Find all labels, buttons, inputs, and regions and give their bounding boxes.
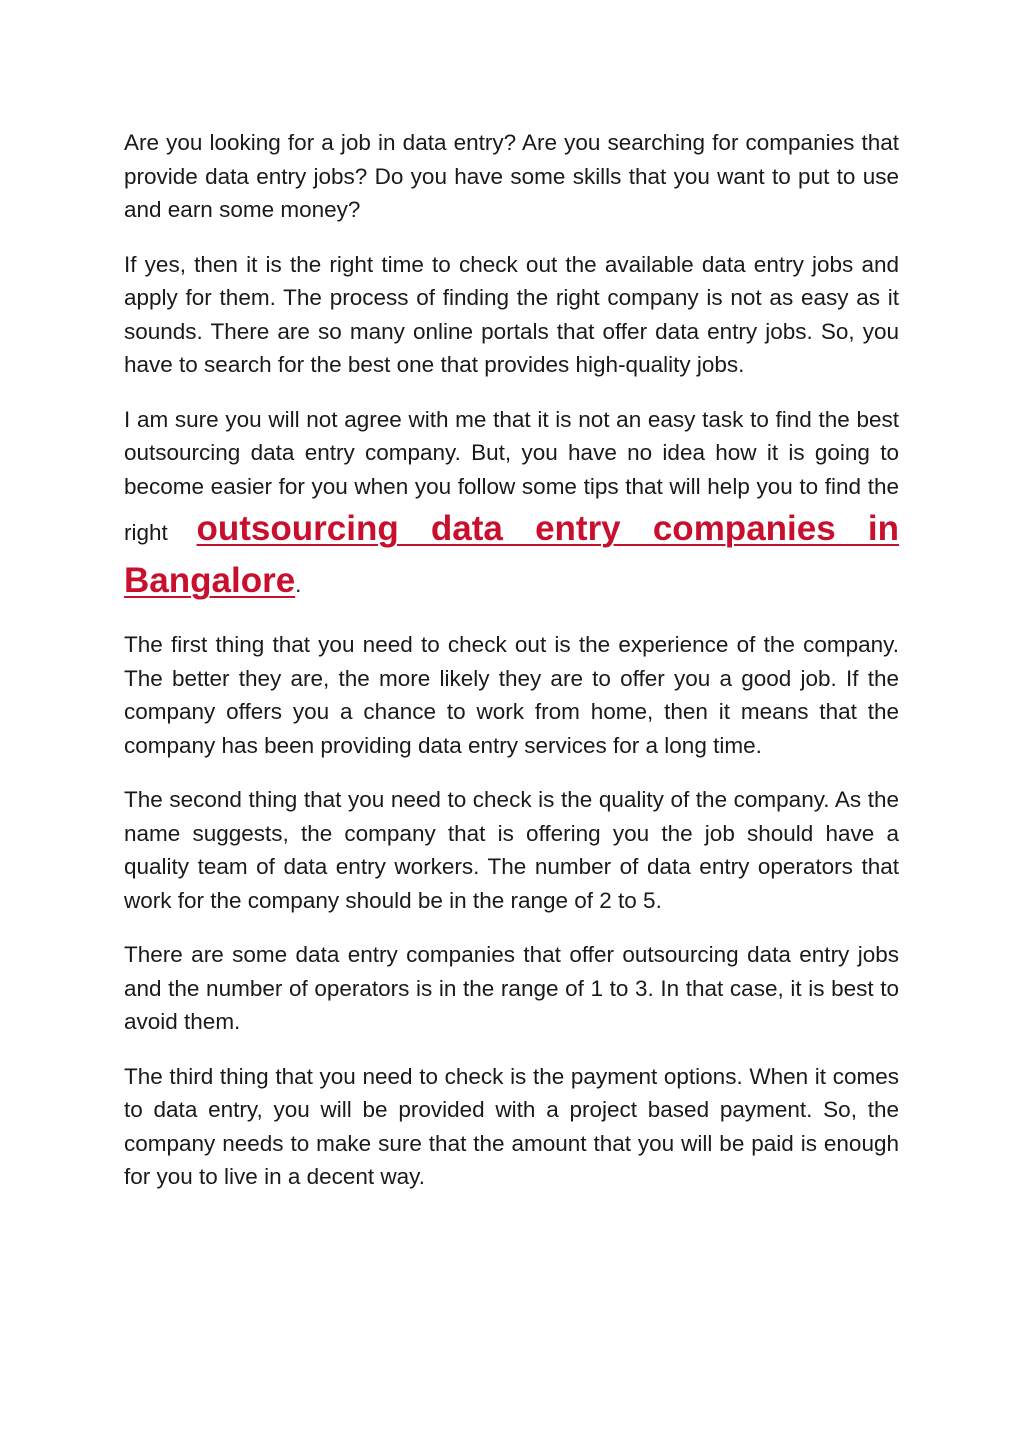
paragraph-first-thing: The first thing that you need to check out is the experience of the company. The better they are, the more likely they are to offer you a good job. If the company offers you a chance to work from home, then it means that the company has been providing data entry services for a long time. (124, 632, 899, 758)
paragraph-if-yes: If yes, then it is the right time to check out the available data entry jobs and apply for them. The process of finding the right company is not as easy as it sounds. There are so many online portals that offer data entry jobs. So, you have to search for the best one that provides high-quality jobs. (124, 251, 899, 377)
document-page (124, 126, 899, 1215)
link-trailing-period: . (295, 572, 302, 597)
outsourcing-link[interactable]: outsourcing data entry companies in Bangalore (124, 509, 899, 600)
paragraph-tips (124, 403, 899, 608)
paragraph-second-thing: The second thing that you need to check is the quality of the company. As the name suggests, the company that is offering you the job should have a quality team of data entry workers. The number of data entry operators that work for the company should be in the range of 2 to 5. (124, 787, 899, 913)
paragraph-third-thing: The third thing that you need to check is the payment options. When it comes to data entry, you will be provided with a project based payment. So, the company needs to make sure that the amount that you will be paid is enough for you to live in a decent way. (124, 1063, 899, 1189)
paragraph-intro: Are you looking for a job in data entry? Are you searching for companies that provide data entry jobs? Do you have some skills that you want to put to use and earn some money? (124, 130, 899, 222)
paragraph-tips-text: I am sure you will not agree with me that it is not an easy task to find the best outsourcing data entry company. But, you have no idea how it is going to become easier for you when you follow some tips that will help you to find the right (124, 406, 899, 545)
paragraph-some-companies: There are some data entry companies that offer outsourcing data entry jobs and the number of operators is in the range of 1 to 3. In that case, it is best to avoid them. (124, 942, 899, 1034)
